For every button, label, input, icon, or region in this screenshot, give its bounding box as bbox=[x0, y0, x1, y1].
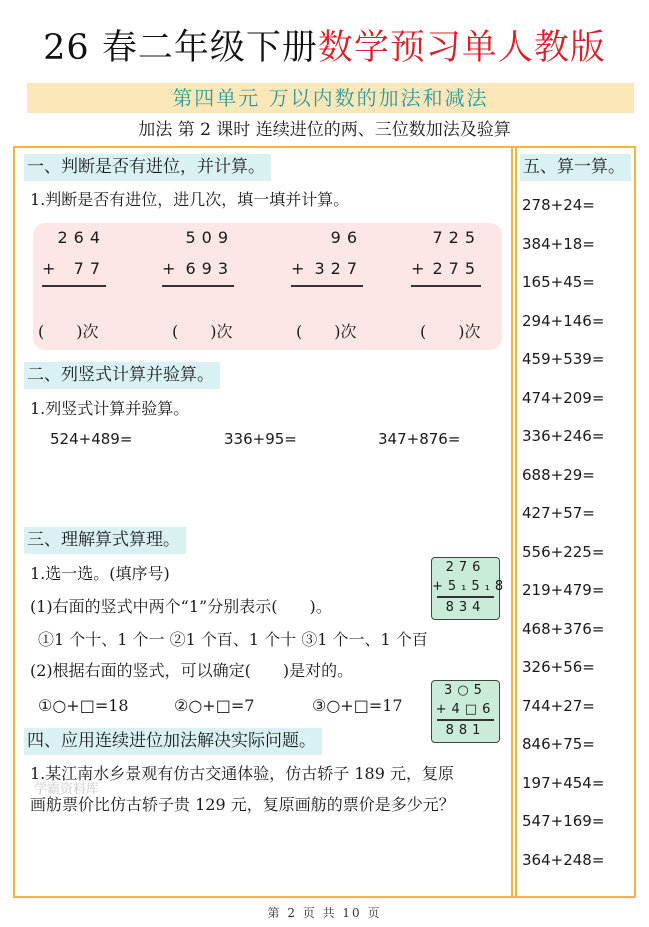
calc-item-18: 364+248= bbox=[522, 850, 605, 869]
section1-header: 一、判断是否有进位，并计算。 bbox=[24, 154, 271, 181]
plus-sign: + bbox=[411, 259, 431, 278]
section3-header: 三、理解算式算理。 bbox=[24, 527, 186, 554]
vertical-calc-expr-2: 336+95= bbox=[224, 430, 297, 448]
answer-line bbox=[291, 285, 363, 287]
box2-row1: 3○5 bbox=[444, 683, 487, 698]
frame-right-border bbox=[634, 146, 636, 898]
calc-item-7: 336+246= bbox=[522, 427, 605, 445]
calc-item-9: 427+57= bbox=[522, 504, 595, 522]
box1-row1: 276 bbox=[445, 560, 486, 575]
problem-top: 264 bbox=[57, 228, 106, 247]
word-problem-line-1: 1.某江南水乡景观有仿古交通体验，仿古轿子 189 元，复原 bbox=[30, 764, 454, 783]
problem-bottom: 693 bbox=[185, 259, 234, 278]
vertical-calc-expr-1: 524+489= bbox=[50, 430, 133, 448]
carry-count-3[interactable]: ( )次 bbox=[296, 322, 357, 341]
page-number: 第 2 页 共 10 页 bbox=[267, 906, 382, 920]
plus-sign: + bbox=[162, 259, 182, 278]
calc-item-4: 294+146= bbox=[522, 311, 605, 330]
vertical-calc-box-1 bbox=[431, 557, 509, 620]
problem-top: 96 bbox=[330, 228, 363, 247]
option-a: ①○+□=18 bbox=[38, 696, 129, 715]
page-title bbox=[0, 26, 649, 70]
calc-item-15: 846+75= bbox=[522, 735, 595, 753]
frame-bottom-border bbox=[13, 896, 636, 898]
calc-item-14: 744+27= bbox=[522, 696, 595, 715]
answer-line bbox=[162, 285, 234, 287]
calc-item-2: 384+18= bbox=[522, 234, 595, 253]
calc-item-10: 556+225= bbox=[522, 542, 605, 561]
section2-header: 二、列竖式计算并验算。 bbox=[24, 362, 220, 389]
question-1-1-options: ①1 个十、1 个一 ②1 个百、1 个十 ③1 个一、1 个百 bbox=[38, 630, 428, 649]
unit-banner: 第四单元 万以内数的加法和减法 bbox=[27, 83, 634, 113]
vertical-problem-4 bbox=[411, 226, 481, 287]
answer-line bbox=[42, 285, 106, 287]
question-1-2: (2)根据右面的竖式，可以确定( )是对的。 bbox=[30, 661, 354, 680]
calc-item-17: 547+169= bbox=[522, 812, 605, 830]
calc-item-8: 688+29= bbox=[522, 465, 595, 484]
calc-item-11: 219+479= bbox=[522, 581, 605, 599]
option-b: ②○+□=7 bbox=[174, 696, 255, 715]
word-problem-line-2: 画舫票价比仿古轿子贵 129 元，复原画舫的票价是多少元？ bbox=[30, 795, 455, 814]
plus-sign: + bbox=[42, 259, 62, 278]
problem-top: 509 bbox=[185, 228, 234, 247]
vertical-calc-box-2 bbox=[431, 680, 500, 743]
column-divider-right bbox=[515, 146, 517, 898]
column-divider-left bbox=[511, 146, 513, 898]
title-grade: 26 春二年级下册 bbox=[43, 28, 318, 68]
answer-line bbox=[411, 285, 481, 287]
problem-bottom: 327 bbox=[314, 259, 363, 278]
watermark: 学霸资料库 bbox=[34, 782, 100, 797]
vertical-problem-3 bbox=[291, 226, 363, 287]
calc-item-16: 197+454= bbox=[522, 773, 605, 792]
vertical-calc-expr-3: 347+876= bbox=[378, 430, 461, 448]
problem-bottom: 77 bbox=[73, 259, 106, 278]
vertical-problem-2 bbox=[162, 226, 234, 287]
box1-row2: +5₁5₁8 bbox=[432, 579, 509, 594]
problem-top: 725 bbox=[432, 228, 481, 247]
frame-top-border bbox=[13, 146, 636, 148]
title-subject: 数学预习单人教版 bbox=[317, 28, 606, 68]
box1-result: 834 bbox=[445, 599, 486, 615]
calc-item-3: 165+45= bbox=[522, 273, 595, 291]
carry-count-4[interactable]: ( )次 bbox=[420, 322, 481, 341]
calc-item-6: 474+209= bbox=[522, 388, 605, 407]
plus-sign: + bbox=[291, 259, 311, 278]
box2-row2: +4□6 bbox=[435, 702, 496, 717]
section1-question: 1.判断是否有进位，进几次，填一填并计算。 bbox=[30, 190, 350, 209]
box2-result: 881 bbox=[445, 722, 486, 738]
calc-item-13: 326+56= bbox=[522, 658, 595, 676]
question-1-1: (1)右面的竖式中两个“1”分别表示( )。 bbox=[30, 597, 332, 616]
section2-question: 1.列竖式计算并验算。 bbox=[30, 399, 190, 418]
lesson-title: 加法 第 2 课时 连续进位的两、三位数加法及验算 bbox=[138, 120, 511, 140]
section5-header: 五、算一算。 bbox=[520, 154, 631, 181]
section3-question: 1.选一选。(填序号) bbox=[30, 564, 170, 583]
frame-left-border bbox=[13, 146, 15, 898]
section4-header: 四、应用连续进位加法解决实际问题。 bbox=[24, 728, 322, 755]
option-c: ③○+□=17 bbox=[312, 696, 403, 715]
vertical-problem-1 bbox=[42, 226, 106, 287]
problem-bottom: 275 bbox=[432, 259, 481, 278]
carry-count-2[interactable]: ( )次 bbox=[172, 322, 233, 341]
calc-item-12: 468+376= bbox=[522, 619, 605, 638]
calc-item-1: 278+24= bbox=[522, 196, 595, 214]
carry-count-1[interactable]: ( )次 bbox=[38, 322, 99, 341]
calc-item-5: 459+539= bbox=[522, 350, 605, 368]
